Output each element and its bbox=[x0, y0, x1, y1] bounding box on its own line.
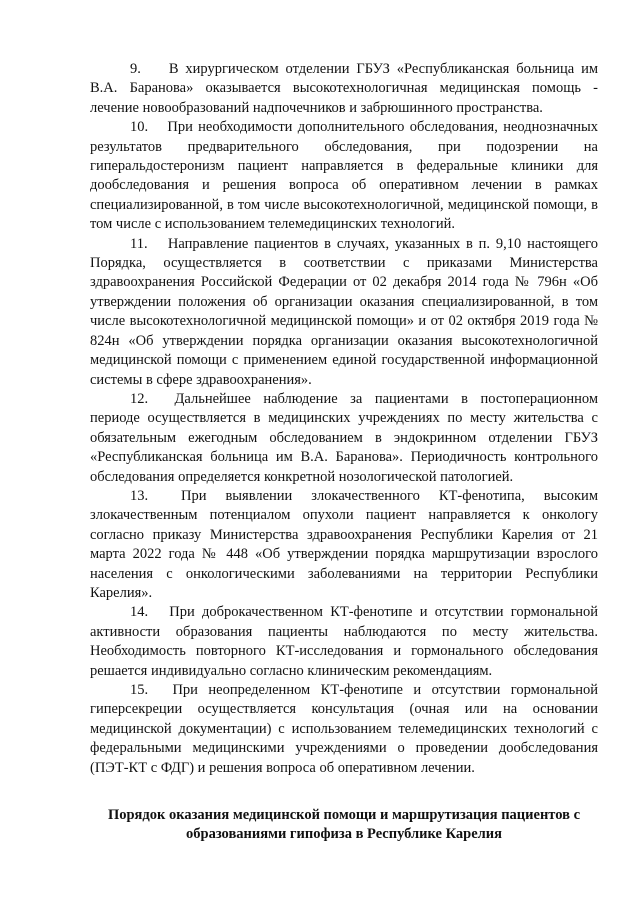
paragraph-text: При необходимости дополнительного обследования, неоднозначных результатов предварительного обследования, при подозрении на гиперальдостеронизм пациент направляется в федеральные клиники для дообследования и решения вопроса об оперативном лечении в рамках специализированной, в том числе высокотехнологичной, медицинской помощи, в том числе с использованием телемедицинских технологий. bbox=[90, 119, 598, 233]
paragraph-number: 10. bbox=[130, 119, 149, 136]
section-heading: Порядок оказания медицинской помощи и маршрутизация пациентов с образованиями гипофиза в Республике Карелия bbox=[107, 807, 581, 843]
paragraph-12 bbox=[90, 390, 598, 487]
paragraph-14 bbox=[90, 603, 598, 681]
paragraph-text: При выявлении злокачественного КТ-фенотипа, высоким злокачественным потенциалом опухоли пациент направляется к онкологу согласно приказу Министерства здравоохранения Республики Карелия от 21 марта 2022 года № 448 «Об утверждении порядка маршрутизации взрослого населения с онкологическими заболеваниями на территории Республики Карелия». bbox=[90, 487, 598, 601]
paragraph-number: 9. bbox=[130, 61, 141, 77]
paragraph-15 bbox=[90, 681, 598, 778]
paragraph-13 bbox=[90, 487, 598, 603]
paragraph-text: При неопределенном КТ-фенотипе и отсутствии гормональной гиперсекреции осуществляется консультация (очная или на основании медицинской документации) с использованием телемедицинских технологий с федеральными медицинскими учреждениями о проведении дообследования (ПЭТ-КТ с ФДГ) и решения вопроса об оперативном лечении. bbox=[90, 682, 599, 776]
paragraph-text: При доброкачественном КТ-фенотипе и отсутствии гормональной активности образования пациенты наблюдаются по месту жительства. Необходимость повторного КТ-исследования и гормонального обследования решается индивидуально согласно клиническим рекомендациям. bbox=[90, 604, 598, 679]
paragraph-number: 11. bbox=[130, 235, 148, 252]
document-body bbox=[90, 60, 598, 844]
paragraph-9 bbox=[90, 60, 598, 118]
paragraph-number: 12. bbox=[130, 390, 149, 407]
paragraph-number: 14. bbox=[130, 604, 149, 621]
paragraph-10 bbox=[90, 118, 598, 234]
paragraph-number: 13. bbox=[130, 487, 149, 504]
paragraph-text: Направление пациентов в случаях, указанных в п. 9,10 настоящего Порядка, осуществляется в соответствии с приказами Министерства здравоохранения Российской Федерации от 02 декабря 2014 года № 796н «Об утверждении положения об организации оказания специализированной, в том числе высокотехнологичной медицинской помощи» и от 02 октября 2019 года № 824н «Об утверждении порядка организации оказания высокотехнологичной медицинской помощи с применением единой государственной информационной системы в сфере здравоохранения». bbox=[90, 235, 598, 388]
paragraph-number: 15. bbox=[130, 682, 149, 698]
paragraph-text: Дальнейшее наблюдение за пациентами в постоперационном периоде осуществляется в медицинских учреждениях по месту жительства с обязательным ежегодным обследованием в эндокринном отделении ГБУЗ «Республиканская больница им В.А. Баранова». Периодичность контрольного обследования определяется конкретной нозологической патологией. bbox=[90, 390, 599, 485]
paragraph-text: В хирургическом отделении ГБУЗ «Республиканская больница им В.А. Баранова» оказывается высокотехнологичная медицинская помощь - лечение новообразований надпочечников и забрюшинного пространства. bbox=[90, 61, 599, 116]
paragraph-11 bbox=[90, 235, 598, 390]
